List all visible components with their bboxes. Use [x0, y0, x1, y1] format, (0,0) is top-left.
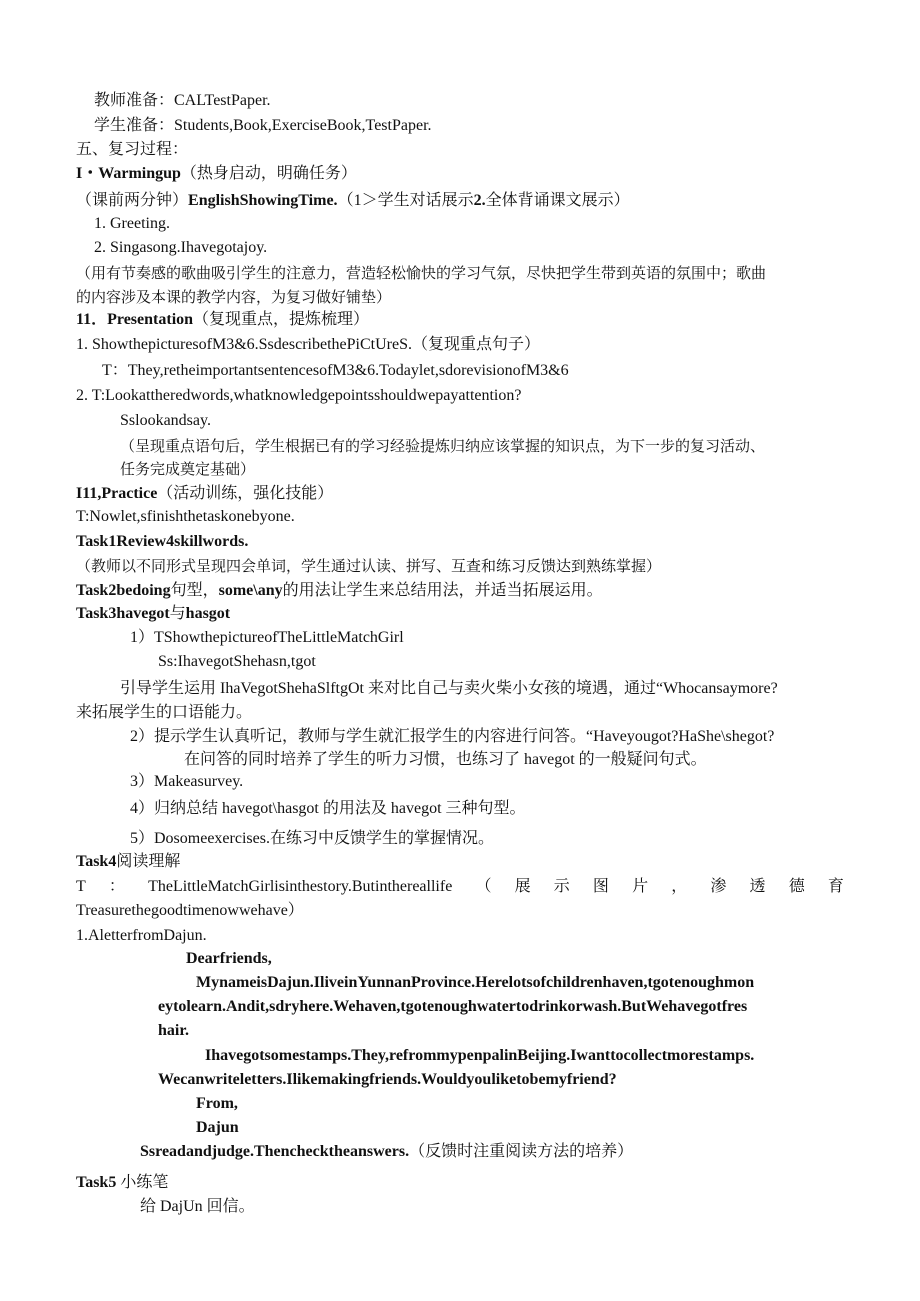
task5-label: 小练笔 [120, 1174, 169, 1191]
task1-title: Task1Review4skillwords. [76, 533, 249, 550]
task5-line: 给 DajUn 回信。 [140, 1198, 255, 1215]
warmup-item-1: 1. Greeting. [94, 215, 170, 232]
task2-text-a: 句型， [170, 582, 219, 599]
task3-step-4: 4）归纳总结 havegot\hasgot 的用法及 havegot 三种句型。 [130, 800, 526, 817]
letter-p2-a: Ihavegotsomestamps.They,refrommypenpalinBeijing.Iwanttocollectmorestamps. [205, 1047, 755, 1064]
warmup-time-c: 全体背诵课文展示） [485, 192, 630, 209]
task4-word: 示 [553, 878, 570, 895]
presentation-title: 11．Presentation [76, 311, 194, 328]
presentation-item-1-text: 1. ShowthepicturesofM3&6.SsdescribethePiCtUreS. [76, 336, 412, 353]
letter-signature: Dajun [196, 1119, 239, 1136]
task3-step-1: 1）TShowthepictureofTheLittleMatchGirl [130, 629, 404, 646]
task4-word: （ [475, 878, 492, 895]
task4-word: 片 [632, 878, 649, 895]
ss-read-note: （反馈时注重阅读方法的培养） [409, 1143, 634, 1160]
task4-word: ， [671, 878, 688, 895]
task4-label: 阅读理解 [116, 853, 181, 870]
student-prep: 学生准备：Students,Book,ExerciseBook,TestPaper. [94, 117, 432, 134]
presentation-teacher-line: T：They,retheimportantsentencesofM3&6.Todaylet,sdorevisionofM3&6 [102, 362, 569, 379]
warmup-title: I・Warmingup [76, 165, 181, 182]
warmup-heading [76, 163, 357, 185]
task2-text-b: 的用法让学生来总结用法，并适当拓展运用。 [282, 582, 603, 599]
task4-word: 图 [592, 878, 609, 895]
practice-note: （活动训练，强化技能） [157, 485, 334, 502]
task4-line-1 [76, 876, 844, 898]
warmup-time-b: 2. [473, 192, 486, 209]
practice-heading [76, 483, 333, 505]
ss-read-line [140, 1141, 633, 1163]
task3-guide-2: 来拓展学生的口语能力。 [76, 704, 253, 721]
task3-step-2b: 在问答的同时培养了学生的听力习惯，也练习了 havegot 的一般疑问句式。 [184, 751, 707, 768]
teacher-prep: 教师准备：CALTestPaper. [94, 92, 271, 109]
presentation-heading [76, 309, 369, 331]
warmup-time [76, 190, 630, 212]
task3-conj: 与 [169, 605, 186, 622]
letter-p1-b: eytolearn.Andit,sdryhere.Wehaven,tgotenoughwatertodrinkorwash.ButWehavegotfres [158, 998, 748, 1015]
task4-line-2: Treasurethegoodtimenowwehave） [76, 902, 304, 919]
task4-word: 渗 [710, 878, 727, 895]
presentation-item-1-note: （复现重点句子） [411, 336, 540, 353]
warmup-item-2: 2. Singasong.Ihavegotajoy. [94, 239, 268, 256]
task4-word: 德 [788, 878, 805, 895]
presentation-note: （复现重点，提炼梳理） [193, 311, 370, 328]
task3-step-1-ss: Ss:IhavegotShehasn,tgot [158, 653, 316, 670]
warmup-desc-1: （用有节奏感的歌曲吸引学生的注意力，营造轻松愉快的学习气氛，尽快把学生带到英语的氛围中；歌曲 [76, 266, 767, 282]
task5-title: Task5 [76, 1174, 117, 1191]
letter-p2-b: Wecanwriteletters.Ilikemakingfriends.Wouldyouliketobemyfriend? [158, 1071, 617, 1088]
task4-word: ： [108, 878, 125, 895]
task5-heading [76, 1172, 168, 1194]
presentation-note-1: （呈现重点语句后，学生根据已有的学习经验提炼归纳应该掌握的知识点，为下一步的复习活动、 [120, 439, 766, 455]
warmup-time-a: （1＞学生对话展示 [337, 192, 474, 209]
task3-step-5: 5）Dosomeexercises.在练习中反馈学生的掌握情况。 [130, 830, 494, 847]
letter-p1-c: hair. [158, 1022, 189, 1039]
task3-line [76, 603, 230, 625]
task4-word: 透 [749, 878, 766, 895]
task3-step-2: 2）提示学生认真听记，教师与学生就汇报学生的内容进行问答。“Haveyougot?HaShe\shegot? [130, 728, 775, 745]
task2-title: Task2bedoing [76, 582, 171, 599]
warmup-time-prefix: （课前两分钟） [76, 192, 189, 209]
task3-title: Task3havegot [76, 605, 170, 622]
warmup-desc-2: 的内容涉及本课的教学内容，为复习做好铺垫） [76, 290, 392, 306]
task4-heading [76, 851, 180, 873]
warmup-note: （热身启动，明确任务） [180, 165, 357, 182]
presentation-item-1 [76, 334, 540, 356]
practice-teacher-line: T:Nowlet,sfinishthetaskonebyone. [76, 508, 295, 525]
task4-word: T [76, 878, 86, 895]
task2-line [76, 580, 603, 602]
task2-keyword: some\any [218, 582, 283, 599]
task3-step-3: 3）Makeasurvey. [130, 773, 244, 790]
letter-p1-a: MynameisDajun.IliveinYunnanProvince.Herelotsofchildrenhaven,tgotenoughmon [196, 974, 755, 991]
task4-word: 育 [827, 878, 844, 895]
letter-from: From, [196, 1095, 238, 1112]
task4-word: 展 [514, 878, 531, 895]
practice-title: I11,Practice [76, 485, 158, 502]
task4-word: TheLittleMatchGirlisinthestory.Butinthereallife [148, 878, 453, 895]
task4-title: Task4 [76, 853, 117, 870]
ss-read-text: Ssreadandjudge.Thenchecktheanswers. [140, 1143, 410, 1160]
task3-guide-1: 引导学生运用 IhaVegotShehaSlftgOt 来对比自己与卖火柴小女孩的境遇，通过“Whocansaymore? [120, 680, 778, 697]
presentation-ss: Sslookandsay. [120, 412, 211, 429]
letter-greeting: Dearfriends, [186, 950, 272, 967]
task3-keyword: hasgot [185, 605, 231, 622]
presentation-note-2: 任务完成奠定基础） [120, 462, 256, 478]
letter-heading: 1.AletterfromDajun. [76, 927, 207, 944]
presentation-item-2: 2. T:Lookattheredwords,whatknowledgepointsshouldwepayattention? [76, 387, 522, 404]
warmup-time-title: EnglishShowingTime. [188, 192, 338, 209]
task1-note: （教师以不同形式呈现四会单词，学生通过认读、拼写、互查和练习反馈达到熟练掌握） [76, 559, 662, 575]
section-title: 五、复习过程： [76, 141, 189, 158]
